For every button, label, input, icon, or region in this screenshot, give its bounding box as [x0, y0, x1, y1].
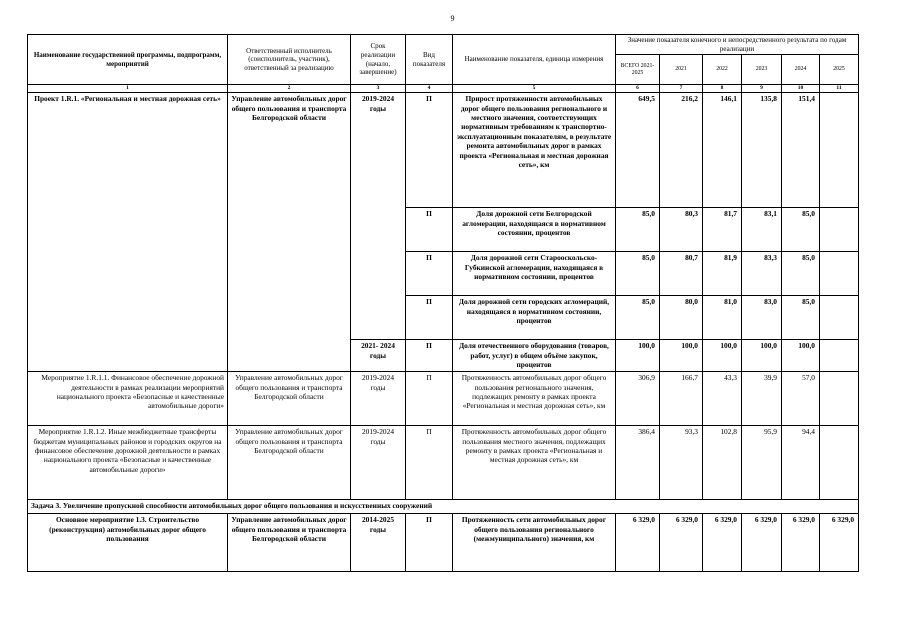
main-measure-period: 2014-2025 годы — [351, 514, 406, 572]
value-cell — [820, 426, 859, 500]
indicator-name: Доля отечественного оборудования (товаров, работ, услуг) в общем объёме закупок, процентов — [453, 340, 616, 372]
value-cell: 386,4 — [616, 426, 660, 500]
indicator-type: П — [406, 208, 453, 252]
measure-period: 2019-2024 годы — [351, 372, 406, 426]
value-cell: 85,0 — [616, 252, 660, 296]
value-cell — [820, 208, 859, 252]
value-cell: 6 329,0 — [782, 514, 820, 572]
value-cell: 43,3 — [703, 372, 742, 426]
indicator-name: Протяженность автомобильных дорог общего пользования регионального значения, подлежащих ремонту в рамках проекта «Региональная и местная дорожная сеть», км — [453, 372, 616, 426]
header-total: ВСЕГО 2021-2025 — [616, 55, 660, 85]
value-cell: 6 329,0 — [742, 514, 782, 572]
value-cell — [820, 372, 859, 426]
table-row — [28, 514, 859, 572]
indicator-type: П — [406, 514, 453, 572]
indicator-type: П — [406, 340, 453, 372]
column-number: 5 — [453, 85, 616, 93]
column-number: 7 — [660, 85, 703, 93]
value-cell: 94,4 — [782, 426, 820, 500]
value-cell: 100,0 — [703, 340, 742, 372]
indicator-type: П — [406, 426, 453, 500]
indicator-name: Доля дорожной сети Старооскольско-Губкинской агломерации, находящаяся в нормативном состоянии, процентов — [453, 252, 616, 296]
indicator-name: Протяженность автомобильных дорог общего пользования местного значения, подлежащих ремонту в рамках проекта «Региональная и местная дорожная сеть», км — [453, 426, 616, 500]
value-cell: 6 329,0 — [820, 514, 859, 572]
measure-executor: Управление автомобильных дорог общего пользования и транспорта Белгородской области — [228, 372, 351, 426]
project-period: 2019-2024 годы — [351, 93, 406, 340]
value-cell: 80,0 — [660, 296, 703, 340]
value-cell: 649,5 — [616, 93, 660, 208]
project-period-2: 2021- 2024 годы — [351, 340, 406, 372]
value-cell: 146,1 — [703, 93, 742, 208]
indicator-type: П — [406, 296, 453, 340]
value-cell: 6 329,0 — [703, 514, 742, 572]
indicator-name: Протяженность сети автомобильных дорог общего пользования регионального (межмуниципального) значения, км — [453, 514, 616, 572]
indicator-type: П — [406, 252, 453, 296]
program-table — [27, 34, 859, 572]
header-program-name: Наименование государственной программы, подпрограмм, мероприятий — [28, 35, 228, 85]
value-cell: 85,0 — [782, 252, 820, 296]
value-cell: 81,9 — [703, 252, 742, 296]
value-cell: 83,0 — [742, 296, 782, 340]
column-number: 1 — [28, 85, 228, 93]
value-cell: 166,7 — [660, 372, 703, 426]
measure-name: Мероприятие 1.R.1.2. Иные межбюджетные трансферты бюджетам муниципальных районов и городских округов на финансовое обеспечение дорожной деятельности в рамках национального проекта «Безопасные и качественные автомобильные дороги» — [28, 426, 228, 500]
value-cell: 100,0 — [660, 340, 703, 372]
value-cell: 57,0 — [782, 372, 820, 426]
header-year: 2023 — [742, 55, 782, 85]
indicator-name: Доля дорожной сети городских агломераций, находящаяся в нормативном состоянии, процентов — [453, 296, 616, 340]
measure-name: Мероприятие 1.R.1.1. Финансовое обеспечение дорожной деятельности в рамках реализации мероприятий национального проекта «Безопасные и качественные автомобильные дороги» — [28, 372, 228, 426]
header-indicator-name: Наименование показателя, единица измерения — [453, 35, 616, 85]
value-cell: 80,3 — [660, 208, 703, 252]
value-cell: 306,9 — [616, 372, 660, 426]
page-number: 9 — [450, 14, 455, 23]
value-cell — [820, 93, 859, 208]
measure-executor: Управление автомобильных дорог общего пользования и транспорта Белгородской области — [228, 426, 351, 500]
value-cell: 151,4 — [782, 93, 820, 208]
value-cell: 100,0 — [742, 340, 782, 372]
column-number: 2 — [228, 85, 351, 93]
column-number: 9 — [742, 85, 782, 93]
column-number: 11 — [820, 85, 859, 93]
measure-period: 2019-2024 годы — [351, 426, 406, 500]
value-cell: 85,0 — [616, 296, 660, 340]
indicator-type: П — [406, 93, 453, 208]
table-row — [28, 93, 859, 208]
value-cell: 100,0 — [616, 340, 660, 372]
project-executor: Управление автомобильных дорог общего пользования и транспорта Белгородской области — [228, 93, 351, 372]
column-number: 6 — [616, 85, 660, 93]
value-cell: 39,9 — [742, 372, 782, 426]
value-cell: 81,7 — [703, 208, 742, 252]
value-cell — [820, 252, 859, 296]
task-row — [28, 500, 859, 514]
value-cell: 81,0 — [703, 296, 742, 340]
column-number: 4 — [406, 85, 453, 93]
value-cell: 83,1 — [742, 208, 782, 252]
header-indicator-type: Вид показателя — [406, 35, 453, 85]
value-cell: 85,0 — [616, 208, 660, 252]
table-row — [28, 372, 859, 426]
header-period: Срок реализации (начало, завершение) — [351, 35, 406, 85]
header-executor: Ответственный исполнитель (соисполнитель, участник), ответственный за реализацию — [228, 35, 351, 85]
value-cell: 85,0 — [782, 296, 820, 340]
header-year: 2025 — [820, 55, 859, 85]
indicator-name: Доля дорожной сети Белгородской агломерации, находящаяся в нормативном состоянии, процентов — [453, 208, 616, 252]
value-cell: 83,3 — [742, 252, 782, 296]
column-number: 3 — [351, 85, 406, 93]
value-cell — [820, 340, 859, 372]
value-cell: 100,0 — [782, 340, 820, 372]
value-cell: 93,3 — [660, 426, 703, 500]
column-number: 8 — [703, 85, 742, 93]
value-cell: 6 329,0 — [660, 514, 703, 572]
value-cell: 80,7 — [660, 252, 703, 296]
value-cell: 85,0 — [782, 208, 820, 252]
value-cell: 6 329,0 — [616, 514, 660, 572]
value-cell: 95,9 — [742, 426, 782, 500]
value-cell — [820, 296, 859, 340]
header-values-group: Значение показателя конечного и непосредственного результата по годам реализации — [616, 35, 859, 55]
indicator-name: Прирост протяженности автомобильных дорог общего пользования регионального и местного значения, соответствующих нормативным требованиям к транспортно-эксплуатационным показателям, в результате ремонта автомобильных дорог в рамках проекта «Региональная и местная дорожная сеть», км — [453, 93, 616, 208]
indicator-type: П — [406, 372, 453, 426]
column-number: 10 — [782, 85, 820, 93]
header-year: 2022 — [703, 55, 742, 85]
value-cell: 102,8 — [703, 426, 742, 500]
main-measure-name: Основное мероприятие 1.3. Строительство (реконструкция) автомобильных дорог общего пользования — [28, 514, 228, 572]
project-name: Проект 1.R.1. «Региональная и местная дорожная сеть» — [28, 93, 228, 372]
table-row — [28, 426, 859, 500]
header-year: 2024 — [782, 55, 820, 85]
value-cell: 216,2 — [660, 93, 703, 208]
main-measure-executor: Управление автомобильных дорог общего пользования и транспорта Белгородской области — [228, 514, 351, 572]
task-title: Задача 3. Увеличение пропускной способности автомобильных дорог общего пользования и искусственных сооружений — [28, 500, 859, 514]
column-number-row — [28, 85, 859, 93]
header-year: 2021 — [660, 55, 703, 85]
value-cell: 135,8 — [742, 93, 782, 208]
